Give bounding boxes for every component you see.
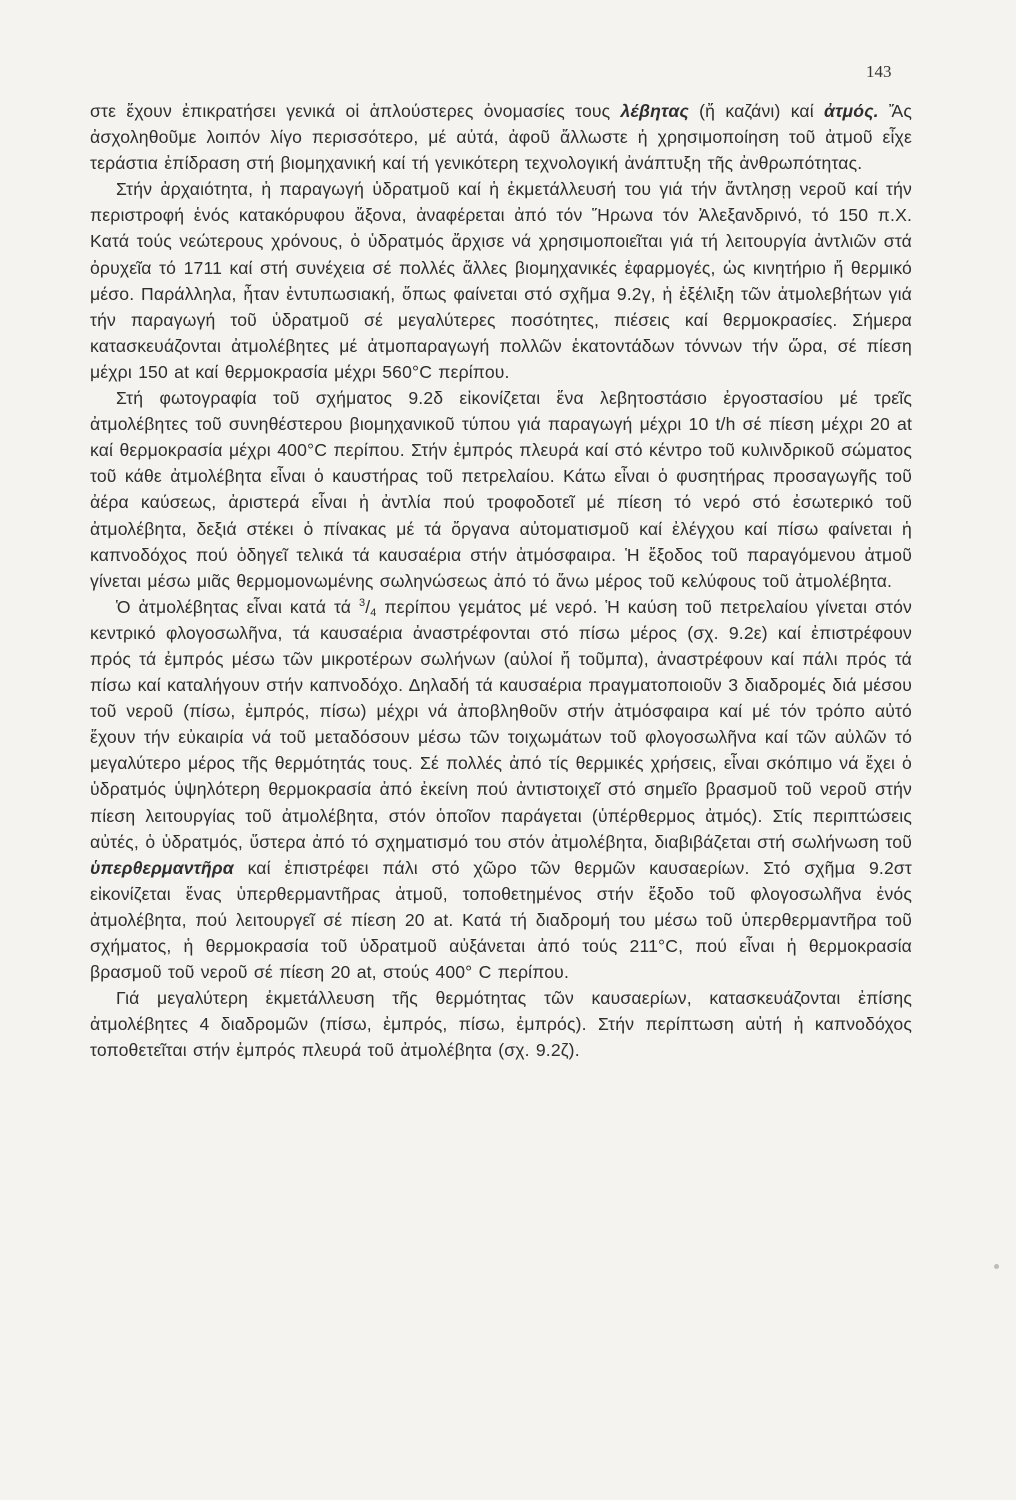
emphasis-term: ἀτμός.	[824, 101, 879, 121]
text-run: καί ἐπιστρέφει πάλι στό χῶρο τῶν θερμῶν καυσαερίων. Στό σχῆμα 9.2στ εἰκονίζεται ἕνας ὑπερθερμαντῆρας ἀτμοῦ, τοποθετημένος στήν ἔξοδο τοῦ φλογοσωλῆνα ἑνός ἀτμολέβητα, πού λειτουργεῖ σέ πίεση 20 at. Κατά τή διαδρομή του μέσω τοῦ ὑπερθερμαντῆρα τοῦ σχήματος, ἡ θερμοκρασία τοῦ ὑδρατμοῦ αὐξάνεται ἀπό τούς 211°C, πού εἶναι ἡ θερμοκρασία βρασμοῦ τοῦ νεροῦ σέ πίεση 20 at, στούς 400° C περίπου.	[90, 857, 912, 983]
text-run: περίπου γεμάτος μέ νερό. Ἡ καύση τοῦ πετρελαίου γίνεται στόν κεντρικό φλογοσωλῆνα, τά καυσαέρια ἀναστρέφονται στό πίσω μέρος (σχ. 9.2ε) καί ἐπιστρέφουν πρός τά ἐμπρός μέσω τῶν μικροτέρων σωλήνων (αὐλοί ἤ τοῦμπα), ἀναστρέφουν καί πάλι πρός τά πίσω καί καταλήγουν στήν καπνοδόχο. Δηλαδή τά καυσαέρια πραγματοποιοῦν 3 διαδρομές διά μέσου τοῦ νεροῦ (πίσω, ἐμπρός, πίσω) μέχρι νά ἀποβληθοῦν στήν ἀτμόσφαιρα καί μέ τόν τρόπο αὐτό ἔχουν τήν εὐκαιρία νά τοῦ μεταδόσουν μέσω τῶν τοιχωμάτων τοῦ φλογοσωλῆνα καί τῶν αὐλῶν τό μεγαλύτερο μέρος τῆς θερμότητάς τους. Σέ πολλές ἀπό τίς θερμικές χρήσεις, εἶναι σκόπιμο νά ἔχει ὁ ὑδρατμός ὑψηλότερη θερμοκρασία ἀπό ἐκείνη πού ἀντιστοιχεῖ στό σημεῖο βρασμοῦ τοῦ νεροῦ στήν πίεση λειτουργίας τοῦ ἀτμολέβητα, στόν ὁποῖον παράγεται (ὑπέρθερμος ἀτμός). Στίς περιπτώσεις αὐτές, ὁ ὑδρατμός, ὕστερα ἀπό τό σχηματισμό του στόν ἀτμολέβητα, διαβιβάζεται στή σωλήνωση τοῦ	[90, 596, 912, 852]
paragraph-1	[90, 98, 912, 176]
fraction-denominator: 4	[370, 606, 377, 619]
body-text	[90, 98, 912, 1063]
text-run: Ὁ ἀτμολέβητας εἶναι κατά τά	[116, 596, 359, 617]
fraction-numerator: 3	[358, 596, 366, 609]
paragraph-3: Στή φωτογραφία τοῦ σχήματος 9.2δ εἰκονίζεται ἕνα λεβητοστάσιο ἐργοστασίου μέ τρεῖς ἀτμολέβητες τοῦ συνηθέστερου βιομηχανικοῦ τύπου γιά παραγωγή μέχρι 10 t/h σέ πίεση μέχρι 20 at καί θερμοκρασία μέχρι 400°C περίπου. Στήν ἐμπρός πλευρά καί στό κέντρο τοῦ κυλινδρικοῦ σώματος τοῦ κάθε ἀτμολέβητα εἶναι ὁ καυστήρας τοῦ πετρελαίου. Κάτω εἶναι ὁ φυσητήρας προσαγωγῆς τοῦ ἀέρα καύσεως, ἀριστερά εἶναι ἡ ἀντλία πού τροφοδοτεῖ μέ πίεση τό νερό στό ἐσωτερικό τοῦ ἀτμολέβητα, δεξιά στέκει ὁ πίνακας μέ τά ὄργανα αὐτοματισμοῦ καί ἐλέγχου καί πίσω φαίνεται ἡ καπνοδόχος πού ὁδηγεῖ τελικά τά καυσαέρια στήν ἀτμόσφαιρα. Ἡ ἔξοδος τοῦ παραγόμενου ἀτμοῦ γίνεται μέσω μιᾶς θερμομονωμένης σωληνώσεως ἀπό τό ἄνω μέρος τοῦ κελύφους τοῦ ἀτμολέβητα.	[90, 388, 912, 591]
text-run: Ἄς ἀσχοληθοῦμε λοιπόν λίγο περισσότερο, μέ αὐτά, ἀφοῦ ἄλλωστε ἡ χρησιμοποίηση τοῦ ἀτμοῦ εἶχε τεράστια ἐπίδραση στή βιομηχανική καί τή γενικότερη τεχνολογική ἀνάπτυξη τῆς ἀνθρωπότητας.	[90, 101, 912, 174]
paragraph-4	[90, 594, 912, 985]
paragraph-2: Στήν ἀρχαιότητα, ἡ παραγωγή ὑδρατμοῦ καί ἡ ἐκμετάλλευσή του γιά τήν ἄντλησῃ νεροῦ καί τήν περιστροφή ἑνός κατακόρυφου ἄξονα, ἀναφέρεται ἀπό τόν Ἥρωνα τόν Ἀλεξανδρινό, τό 150 π.Χ. Κατά τούς νεώτερους χρόνους, ὁ ὑδρατμός ἄρχισε νά χρησιμοποιεῖται γιά τή λειτουργία ἀντλιῶν στά ὀρυχεῖα τό 1711 καί στή συνέχεια σέ πολλές ἄλλες βιομηχανικές ἐφαρμογές, ὡς κινητήριο ἤ θερμικό μέσο. Παράλληλα, ἦταν ἐντυπωσιακή, ὅπως φαίνεται στό σχῆμα 9.2γ, ἡ ἐξέλιξη τῶν ἀτμολεβήτων γιά τήν παραγωγή τοῦ ὑδρατμοῦ σέ μεγαλύτερες ποσότητες, πιέσεις καί θερμοκρασίες. Σήμερα κατασκευάζονται ἀτμολέβητες μέ ἀτμοπαραγωγή πολλῶν ἑκατοντάδων τόννων τήν ὥρα, σέ πίεση μέχρι 150 at καί θερμοκρασία μέχρι 560°C περίπου.	[90, 179, 912, 382]
paragraph-5: Γιά μεγαλύτερη ἐκμετάλλευση τῆς θερμότητας τῶν καυσαερίων, κατασκευάζονται ἐπίσης ἀτμολέβητες 4 διαδρομῶν (πίσω, ἐμπρός, πίσω, ἐμπρός). Στήν περίπτωση αὐτή ἡ καπνοδόχος τοποθετεῖται στήν ἐμπρός πλευρά τοῦ ἀτμολέβητα (σχ. 9.2ζ).	[90, 988, 912, 1061]
text-run: (ἤ καζάνι) καί	[688, 101, 825, 121]
text-run: στε ἔχουν ἐπικρατήσει γενικά οἱ ἁπλούστερες ὀνομασίες τους	[90, 101, 621, 121]
page-number: 143	[866, 62, 892, 81]
scan-speck	[994, 1264, 999, 1269]
emphasis-term: ὑπερθερμαντῆρα	[90, 857, 234, 878]
fraction: $^3/_4$	[358, 596, 377, 619]
emphasis-term: λέβητας	[620, 101, 689, 121]
